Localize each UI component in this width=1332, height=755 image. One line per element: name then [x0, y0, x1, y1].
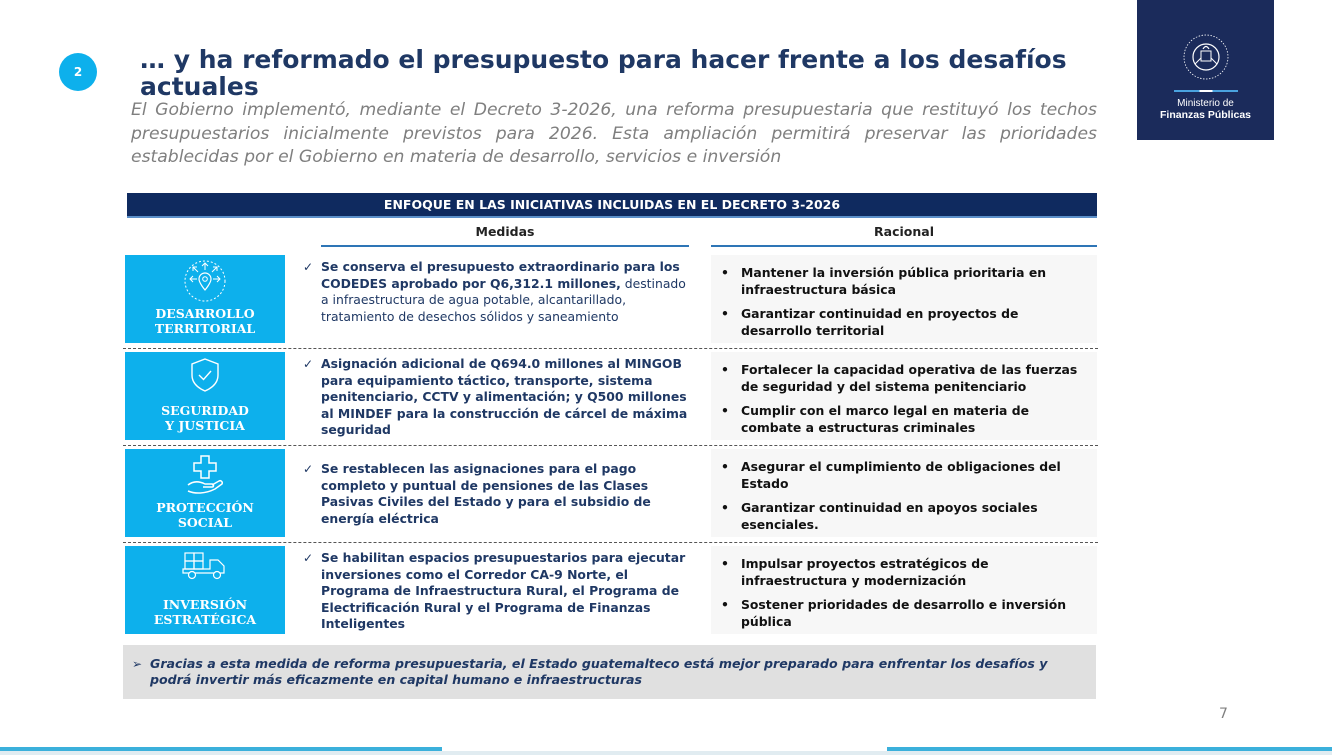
category-tile	[125, 255, 285, 343]
bullet-icon: •	[721, 265, 729, 280]
row-divider	[123, 542, 1098, 543]
bullet-icon: •	[721, 403, 729, 418]
bullet-icon: •	[721, 556, 729, 571]
bullet-icon: •	[721, 597, 729, 612]
conclusion-box	[123, 645, 1096, 699]
category-label: SOCIAL	[177, 515, 233, 530]
racional-cell	[711, 449, 1097, 537]
racional-item: • Garantizar continuidad en proyectos de desarrollo territorial	[721, 306, 1019, 338]
medida-normal-text: destinado a infraestructura de agua potable, alcantarillado, tratamiento de desechos sólidos y saneamiento	[321, 275, 686, 324]
conclusion-text: Gracias a esta medida de reforma presupuestaria, el Estado guatemalteco está mejor preparado para enfrentar los desafíos y podrá invertir más eficazmente en capital humano e infraestructuras	[150, 656, 1048, 687]
row-divider	[123, 348, 1098, 349]
racional-item: • Cumplir con el marco legal en materia de combate a estructuras criminales	[721, 403, 1030, 435]
column-header-medidas: Medidas	[321, 224, 689, 247]
category-label: ESTRATÉGICA	[153, 612, 257, 627]
table-row	[123, 352, 1098, 442]
racional-item: • Mantener la inversión pública prioritaria en infraestructura básica	[721, 265, 1047, 297]
delivery-truck-icon	[182, 550, 228, 580]
slide-title: … y ha reformado el presupuesto para hacer frente a los desafíos actuales	[140, 45, 1067, 101]
medida-bold-text: Se conserva el presupuesto extraordinario para los CODEDES aprobado por Q6,312.1 millones,	[321, 259, 680, 291]
hand-medical-cross-icon	[185, 453, 225, 495]
medida-bold-text: Se restablecen las asignaciones para el pago completo y puntual de pensiones de las Clases Pasivas Civiles del Estado y para el subsidio de energía eléctrica	[321, 461, 651, 526]
row-divider	[123, 445, 1098, 446]
category-label: SEGURIDAD	[161, 403, 249, 418]
column-header-racional: Racional	[711, 224, 1097, 247]
racional-cell	[711, 546, 1097, 634]
check-icon: ✓	[303, 462, 314, 476]
bullet-icon: •	[721, 500, 729, 515]
check-icon: ✓	[303, 357, 314, 371]
category-label: DESARROLLO	[155, 306, 255, 321]
bullet-icon: •	[721, 362, 729, 377]
medida-cell	[303, 550, 693, 633]
racional-item: • Fortalecer la capacidad operativa de las fuerzas de seguridad y del sistema penitenciario	[721, 362, 1078, 394]
footer-line-left	[0, 747, 442, 751]
category-label: Y JUSTICIA	[165, 418, 245, 433]
racional-cell	[711, 352, 1097, 440]
medida-cell	[303, 259, 693, 325]
category-tile	[125, 449, 285, 537]
category-label: INVERSIÓN	[162, 597, 248, 612]
bullet-icon: •	[721, 306, 729, 321]
category-tile	[125, 352, 285, 440]
racional-item: • Garantizar continuidad en apoyos sociales esenciales.	[721, 500, 1038, 532]
check-icon: ✓	[303, 551, 314, 565]
medida-bold-text: Se habilitan espacios presupuestarios para ejecutar inversiones como el Corredor CA-9 Norte, el Programa de Infraestructura Rural, el Programa de Electrificación Rural y el Programa de Finanzas Inteligentes	[321, 550, 686, 631]
footer-line-right	[887, 747, 1332, 751]
medida-cell	[303, 461, 693, 527]
table-row	[123, 449, 1098, 539]
table-header: ENFOQUE EN LAS INICIATIVAS INCLUIDAS EN EL DECRETO 3-2026	[127, 193, 1097, 218]
arrow-bullet-icon: ➢	[132, 657, 143, 671]
table-row	[123, 546, 1098, 636]
shield-check-icon	[187, 356, 223, 394]
racional-item: • Sostener prioridades de desarrollo e inversión pública	[721, 597, 1067, 629]
footer-band	[0, 751, 1332, 755]
racional-item: • Impulsar proyectos estratégicos de infraestructura y modernización	[721, 556, 989, 588]
medida-bold-text: Asignación adicional de Q694.0 millones al MINGOB para equipamiento táctico, transporte, sistema penitenciario, CCTV y alimentación; y Q500 millones al MINDEF para la construcción de cárcel de máxima seguridad	[321, 356, 688, 437]
category-tile	[125, 546, 285, 634]
check-icon: ✓	[303, 260, 314, 274]
racional-cell	[711, 255, 1097, 343]
section-number-badge: 2	[59, 53, 97, 91]
table-row	[123, 255, 1098, 345]
bullet-icon: •	[721, 459, 729, 474]
category-label: TERRITORIAL	[154, 321, 256, 336]
page-number: 7	[1219, 706, 1228, 722]
medida-cell	[303, 356, 693, 439]
logo-divider	[1174, 90, 1238, 92]
location-pin-arrows-icon	[182, 259, 228, 303]
category-label: PROTECCIÓN	[156, 500, 254, 515]
racional-item: • Asegurar el cumplimiento de obligaciones del Estado	[721, 459, 1061, 491]
logo-line-2: Finanzas Públicas	[1159, 109, 1252, 121]
ministry-logo	[1137, 0, 1274, 140]
slide-subtitle: El Gobierno implementó, mediante el Decreto 3-2026, una reforma presupuestaria que restituyó los techos presupuestarios inicialmente previstos para 2026. Esta ampliación permitirá preservar las prioridades establecidas por el Gobierno en materia de desarrollo, servicios e inversión	[131, 100, 1097, 167]
guatemala-seal-icon	[1181, 32, 1231, 82]
logo-line-1: Ministerio de	[1177, 98, 1234, 109]
